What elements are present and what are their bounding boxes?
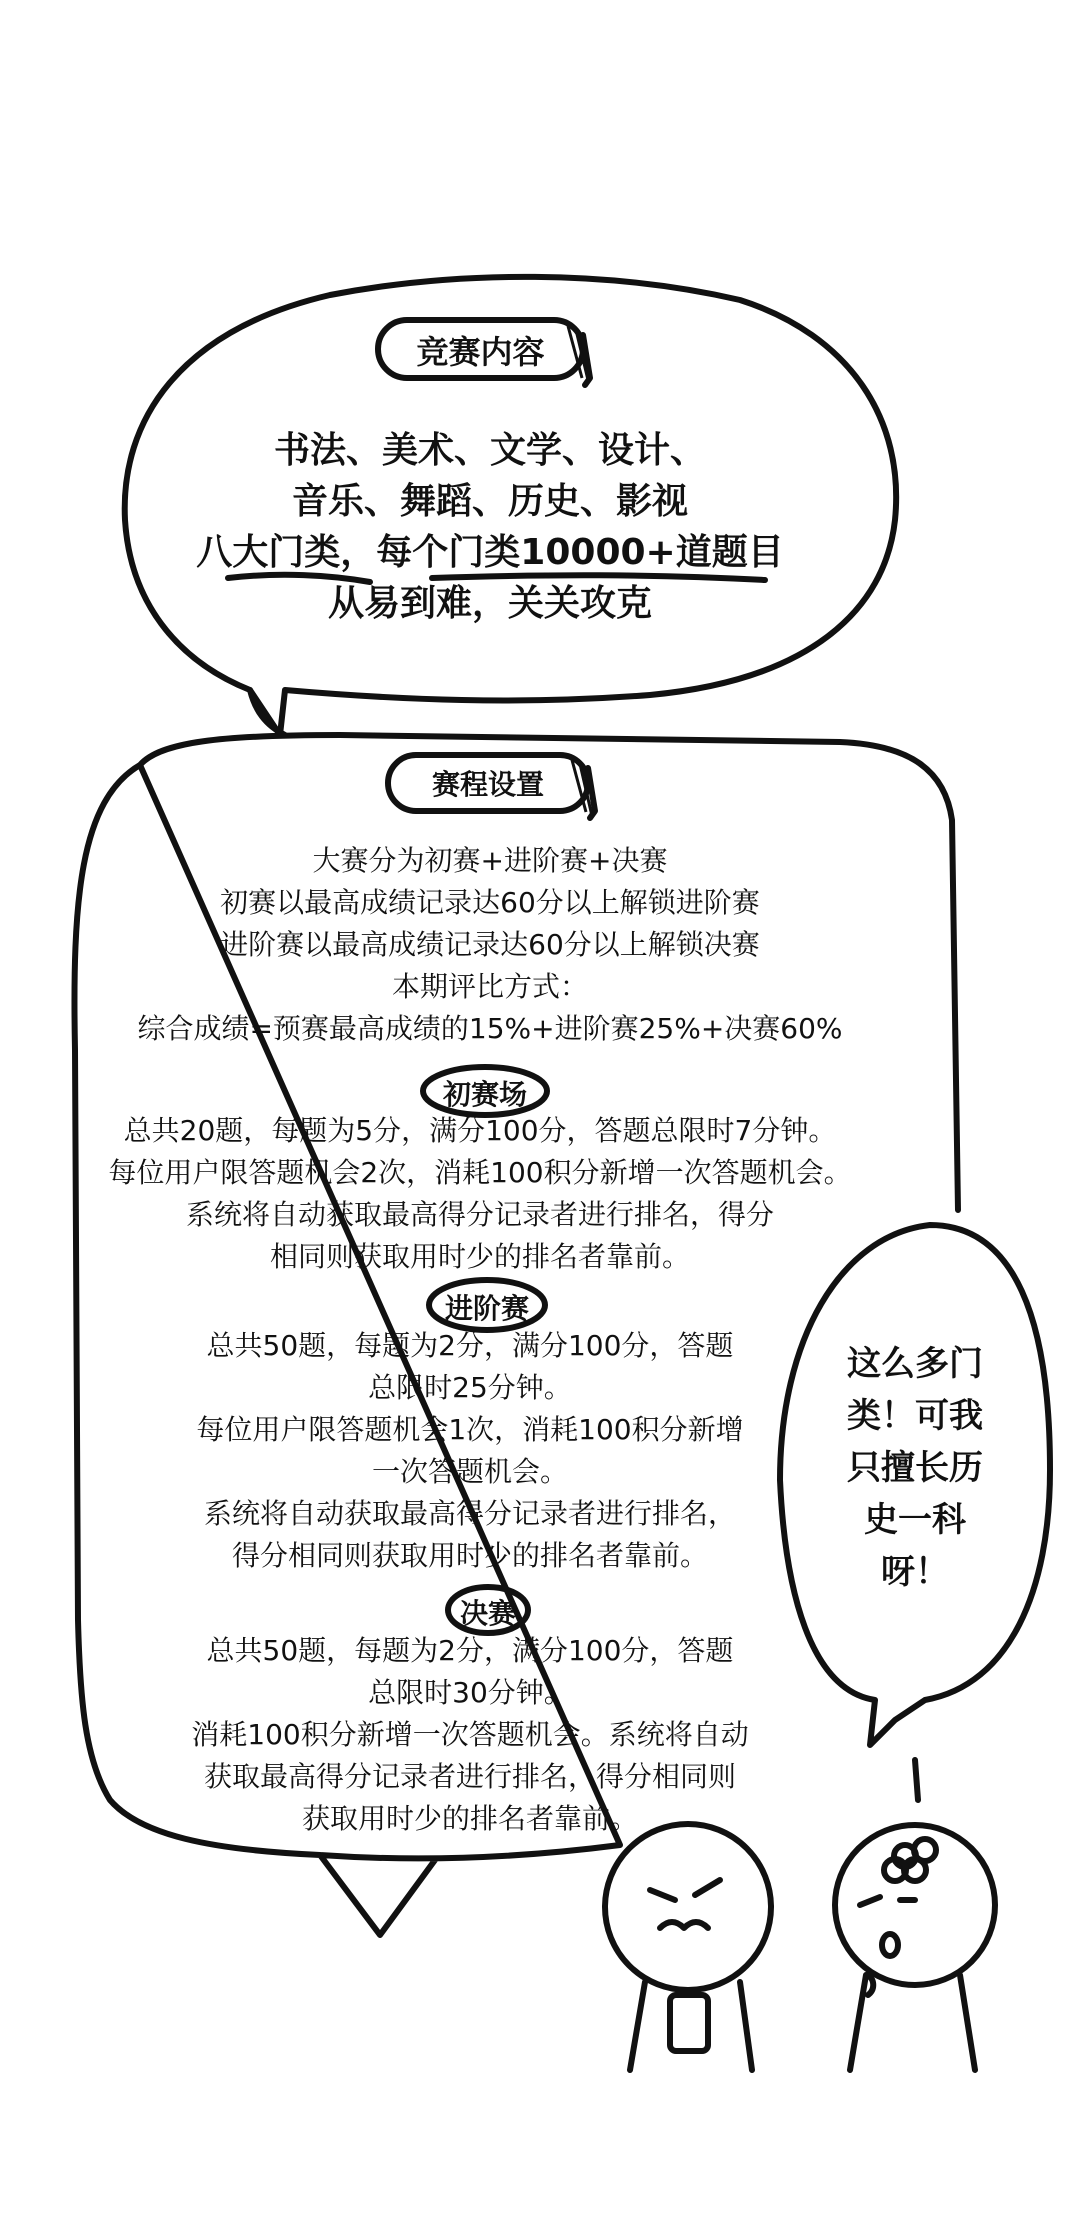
tag-content-label: 竞赛内容 [416, 333, 545, 371]
round3-line: 获取用时少的排名者靠前。 [301, 1802, 638, 1835]
side-line: 呀！ [881, 1552, 949, 1592]
round1-line: 每位用户限答题机会2次，消耗100积分新增一次答题机会。 [108, 1156, 852, 1189]
intro-block [100, 840, 880, 1050]
round1-line: 总共20题，每题为5分，满分100分，答题总限时7分钟。 [123, 1114, 837, 1147]
side-bubble-text [790, 1338, 1040, 1598]
top-line-3 [160, 527, 820, 578]
side-line: 史一科 [864, 1500, 966, 1540]
round2-line: 得分相同则获取用时少的排名者靠前。 [231, 1539, 708, 1572]
intro-line: 进阶赛以最高成绩记录达60分以上解锁决赛 [220, 928, 760, 961]
round3-line: 获取最高得分记录者进行排名，得分相同则 [203, 1760, 736, 1793]
flower-icon [884, 1839, 936, 1881]
top-line-1: 书法、美术、文学、设计、 [273, 430, 706, 471]
intro-line: 大赛分为初赛+进阶赛+决赛 [312, 844, 668, 877]
round1-line: 相同则获取用时少的排名者靠前。 [269, 1240, 690, 1273]
round2-line: 每位用户限答题机会1次，消耗100积分新增 [196, 1413, 744, 1446]
round2-line: 系统将自动获取最高得分记录者进行排名， [203, 1497, 736, 1530]
intro-line: 本期评比方式： [391, 970, 588, 1003]
round1-block [70, 1110, 890, 1278]
intro-line: 初赛以最高成绩记录达60分以上解锁进阶赛 [220, 886, 760, 919]
top-line-4: 从易到难，关关攻克 [327, 583, 652, 624]
round1-line: 系统将自动获取最高得分记录者进行排名，得分 [185, 1198, 774, 1231]
top-line-3-part1: 八大门类 [196, 532, 341, 573]
round2-line: 总限时25分钟。 [368, 1371, 572, 1404]
round3-label: 决赛 [459, 1597, 516, 1630]
round3-line: 总限时30分钟。 [368, 1676, 572, 1709]
round2-line: 总共50题，每题为2分，满分100分，答题 [206, 1329, 734, 1362]
phone-icon [670, 1995, 708, 2051]
round1-label: 初赛场 [442, 1078, 527, 1111]
side-line: 这么多门 [847, 1344, 983, 1384]
top-line-3-part4: 目 [747, 532, 784, 573]
top-line-3-part3: 个门类10000+道题 [412, 532, 748, 573]
round2-line: 一次答题机会。 [371, 1455, 568, 1488]
side-line: 类！可我 [847, 1396, 983, 1436]
top-line-2: 音乐、舞蹈、历史、影视 [291, 481, 688, 522]
round3-line: 总共50题，每题为2分，满分100分，答题 [206, 1634, 734, 1667]
top-bubble-text [160, 425, 820, 629]
tag-schedule-label: 赛程设置 [431, 768, 544, 801]
side-line: 只擅长历 [847, 1448, 983, 1488]
top-line-3-part2: ，每 [340, 532, 413, 573]
round3-block [150, 1630, 790, 1840]
character-left-head [605, 1824, 771, 1990]
round2-label: 进阶赛 [444, 1292, 529, 1325]
intro-line: 综合成绩=预赛最高成绩的15%+进阶赛25%+决赛60% [137, 1012, 843, 1045]
round3-line: 消耗100积分新增一次答题机会。系统将自动 [191, 1718, 749, 1751]
round2-block [150, 1325, 790, 1577]
